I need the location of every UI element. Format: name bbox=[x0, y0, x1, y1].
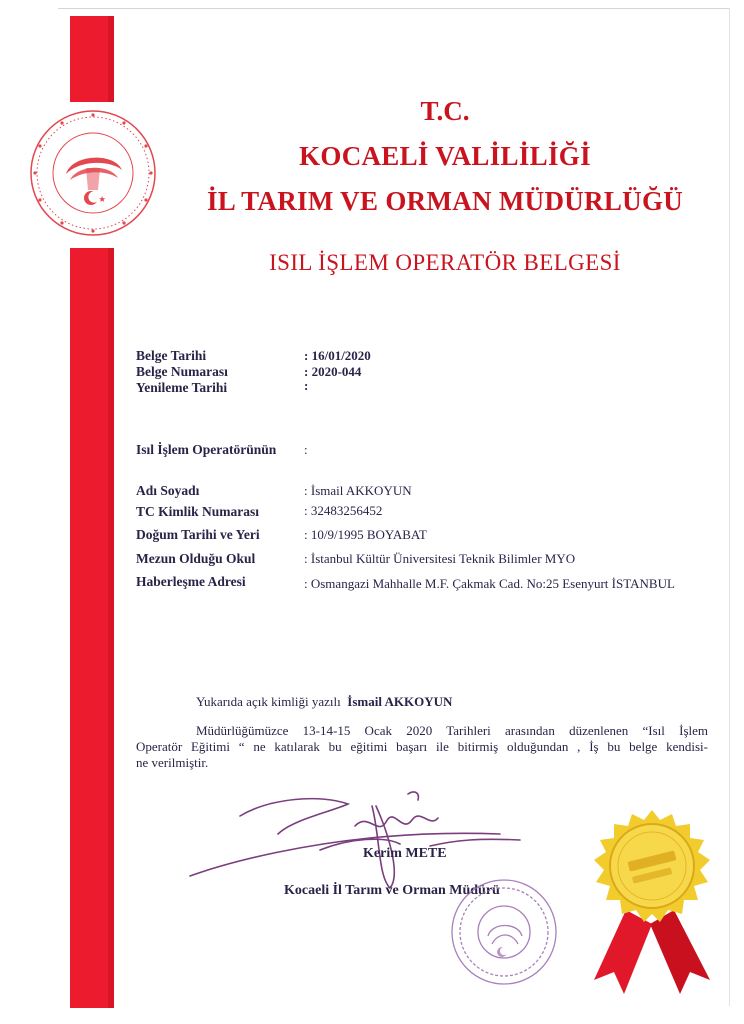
ministry-emblem-icon bbox=[28, 108, 158, 238]
adres-value: : Osmangazi Mahhalle M.F. Çakmak Cad. No:25 Esenyurt İSTANBUL bbox=[304, 576, 675, 591]
yenileme-tarihi-label: Yenileme Tarihi bbox=[136, 380, 228, 395]
header-governorship: KOCAELİ VALİLİLİĞİ bbox=[299, 141, 591, 171]
signatory-name: Kerim METE bbox=[363, 846, 447, 861]
certificate-title: ISIL İŞLEM OPERATÖR BELGESİ bbox=[269, 250, 621, 275]
okul-value: : İstanbul Kültür Üniversitesi Teknik Bilimler MYO bbox=[304, 551, 576, 566]
tc-kimlik-value: : 32483256452 bbox=[304, 503, 383, 518]
signatory-title: Kocaeli İl Tarım ve Orman Müdürü bbox=[284, 883, 500, 898]
intro-line bbox=[196, 694, 716, 710]
intro-text: Yukarıda açık kimliği yazılı bbox=[196, 694, 341, 709]
intro-name: İsmail AKKOYUN bbox=[347, 694, 453, 709]
belge-tarihi-label: Belge Tarihi bbox=[136, 348, 207, 363]
ad-soyad-value: : İsmail AKKOYUN bbox=[304, 483, 412, 498]
adres-label: Haberleşme Adresi bbox=[136, 574, 246, 589]
dogum-label: Doğum Tarihi ve Yeri bbox=[136, 527, 260, 542]
belge-tarihi-value: : 16/01/2020 bbox=[304, 348, 371, 363]
okul-label: Mezun Olduğu Okul bbox=[136, 551, 256, 566]
body-line-2: Operatör Eğitimi “ ne katılarak bu eğitimi başarı ile bitirmiş olduğundan , İş bu belge kendisi- bbox=[136, 739, 708, 754]
ad-soyad-label: Adı Soyadı bbox=[136, 483, 200, 498]
belge-numarasi-label: Belge Numarası bbox=[136, 364, 228, 379]
dogum-value: : 10/9/1995 BOYABAT bbox=[304, 527, 427, 542]
body-line-1: Müdürlüğümüzce 13-14-15 Ocak 2020 Tarihleri arasından düzenlenen “Isıl İşlem bbox=[196, 723, 708, 738]
operator-heading-value: : bbox=[304, 442, 308, 457]
top-border bbox=[58, 8, 730, 9]
header-directorate: İL TARIM VE ORMAN MÜDÜRLÜĞÜ bbox=[206, 186, 684, 216]
official-stamp-icon bbox=[432, 872, 562, 992]
tc-kimlik-label: TC Kimlik Numarası bbox=[136, 504, 260, 519]
yenileme-tarihi-value: : bbox=[304, 378, 309, 393]
operator-heading-label: Isıl İşlem Operatörünün bbox=[136, 442, 277, 457]
band-shade-bottom bbox=[108, 248, 114, 1008]
gold-seal-ribbon-icon bbox=[574, 802, 734, 1002]
band-shade-top bbox=[108, 16, 114, 102]
header-tc: T.C. bbox=[420, 96, 470, 126]
belge-numarasi-value: : 2020-044 bbox=[304, 364, 362, 379]
body-line-3: ne verilmiştir. bbox=[136, 755, 209, 770]
